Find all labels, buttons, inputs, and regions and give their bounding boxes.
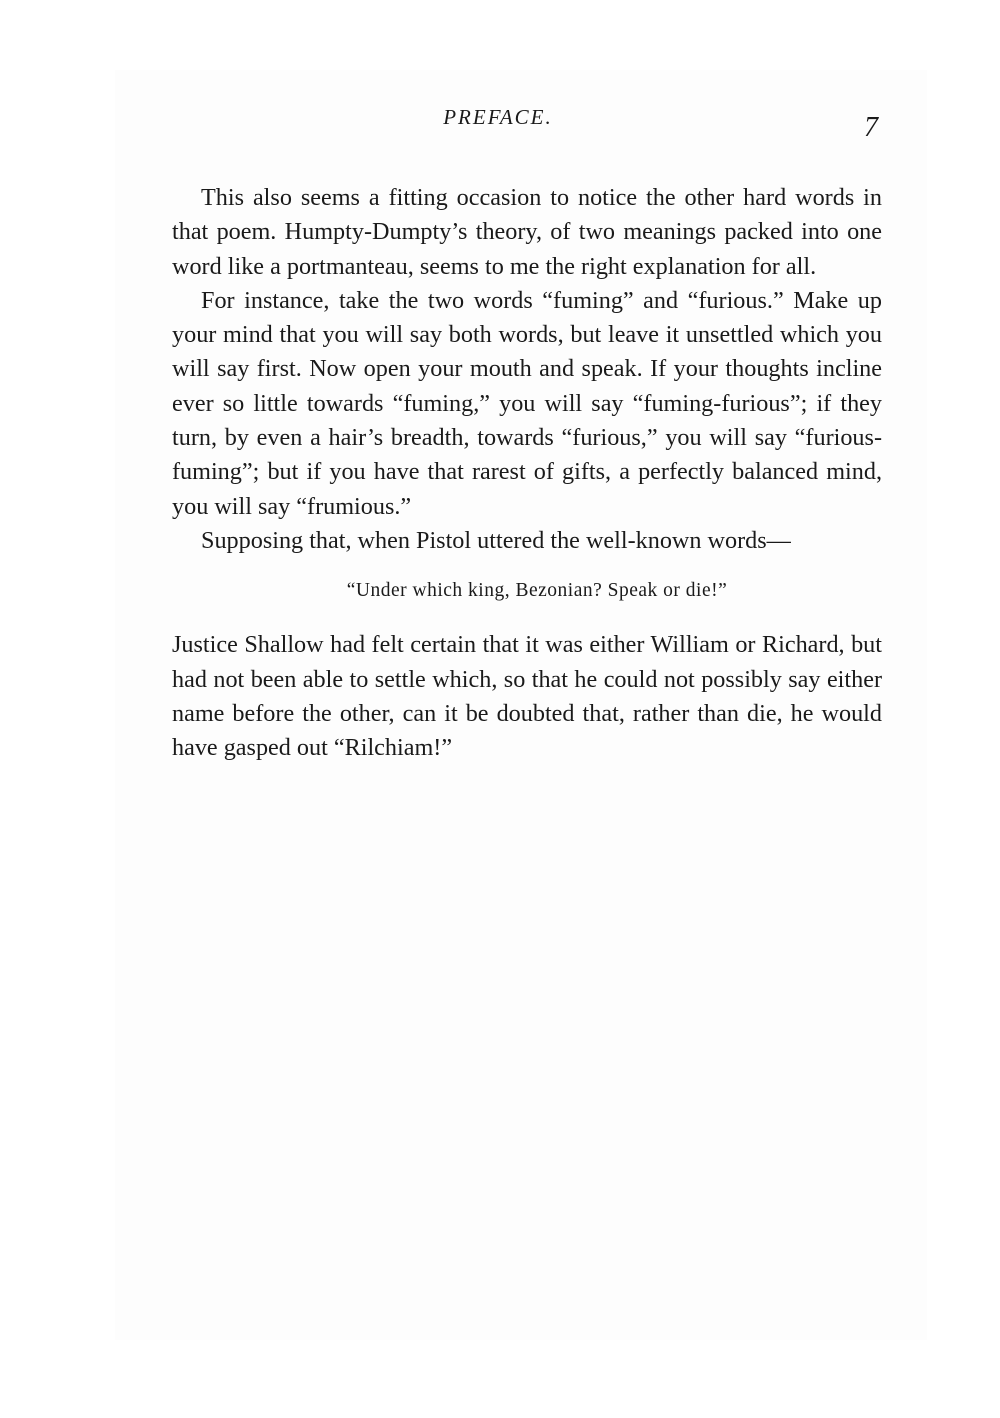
paragraph-4: Justice Shallow had felt certain that it was either William or Richard, but had not been able to settle which, so that he could not possibly say either name before the other, can it be doubted that, rather than die, he would have gasped out “Rilchiam!” — [172, 631, 882, 762]
running-title: PREFACE. — [443, 105, 553, 129]
running-head — [0, 105, 1000, 130]
page-number: 7 — [864, 112, 878, 143]
body-text — [172, 181, 882, 765]
paragraph-1: This also seems a fitting occasion to notice the other hard words in that poem. Humpty-Dumpty’s theory, of two meanings packed into one word like a portmanteau, seems to me the right explanation for all. — [172, 184, 882, 280]
paragraph-2: For instance, take the two words “fuming” and “furious.” Make up your mind that you will say both words, but leave it unsettled which you will say first. Now open your mouth and speak. If your thoughts incline ever so little towards “fuming,” you will say “fuming-furious”; if they turn, by even a hair’s breadth, towards “furious,” you will say “furious-fuming”; but if you have that rarest of gifts, a perfectly balanced mind, you will say “frumious.” — [172, 286, 882, 520]
block-quotation: “Under which king, Bezonian? Speak or die!” — [346, 580, 728, 602]
paragraph-3: Supposing that, when Pistol uttered the well-known words— — [201, 526, 791, 554]
